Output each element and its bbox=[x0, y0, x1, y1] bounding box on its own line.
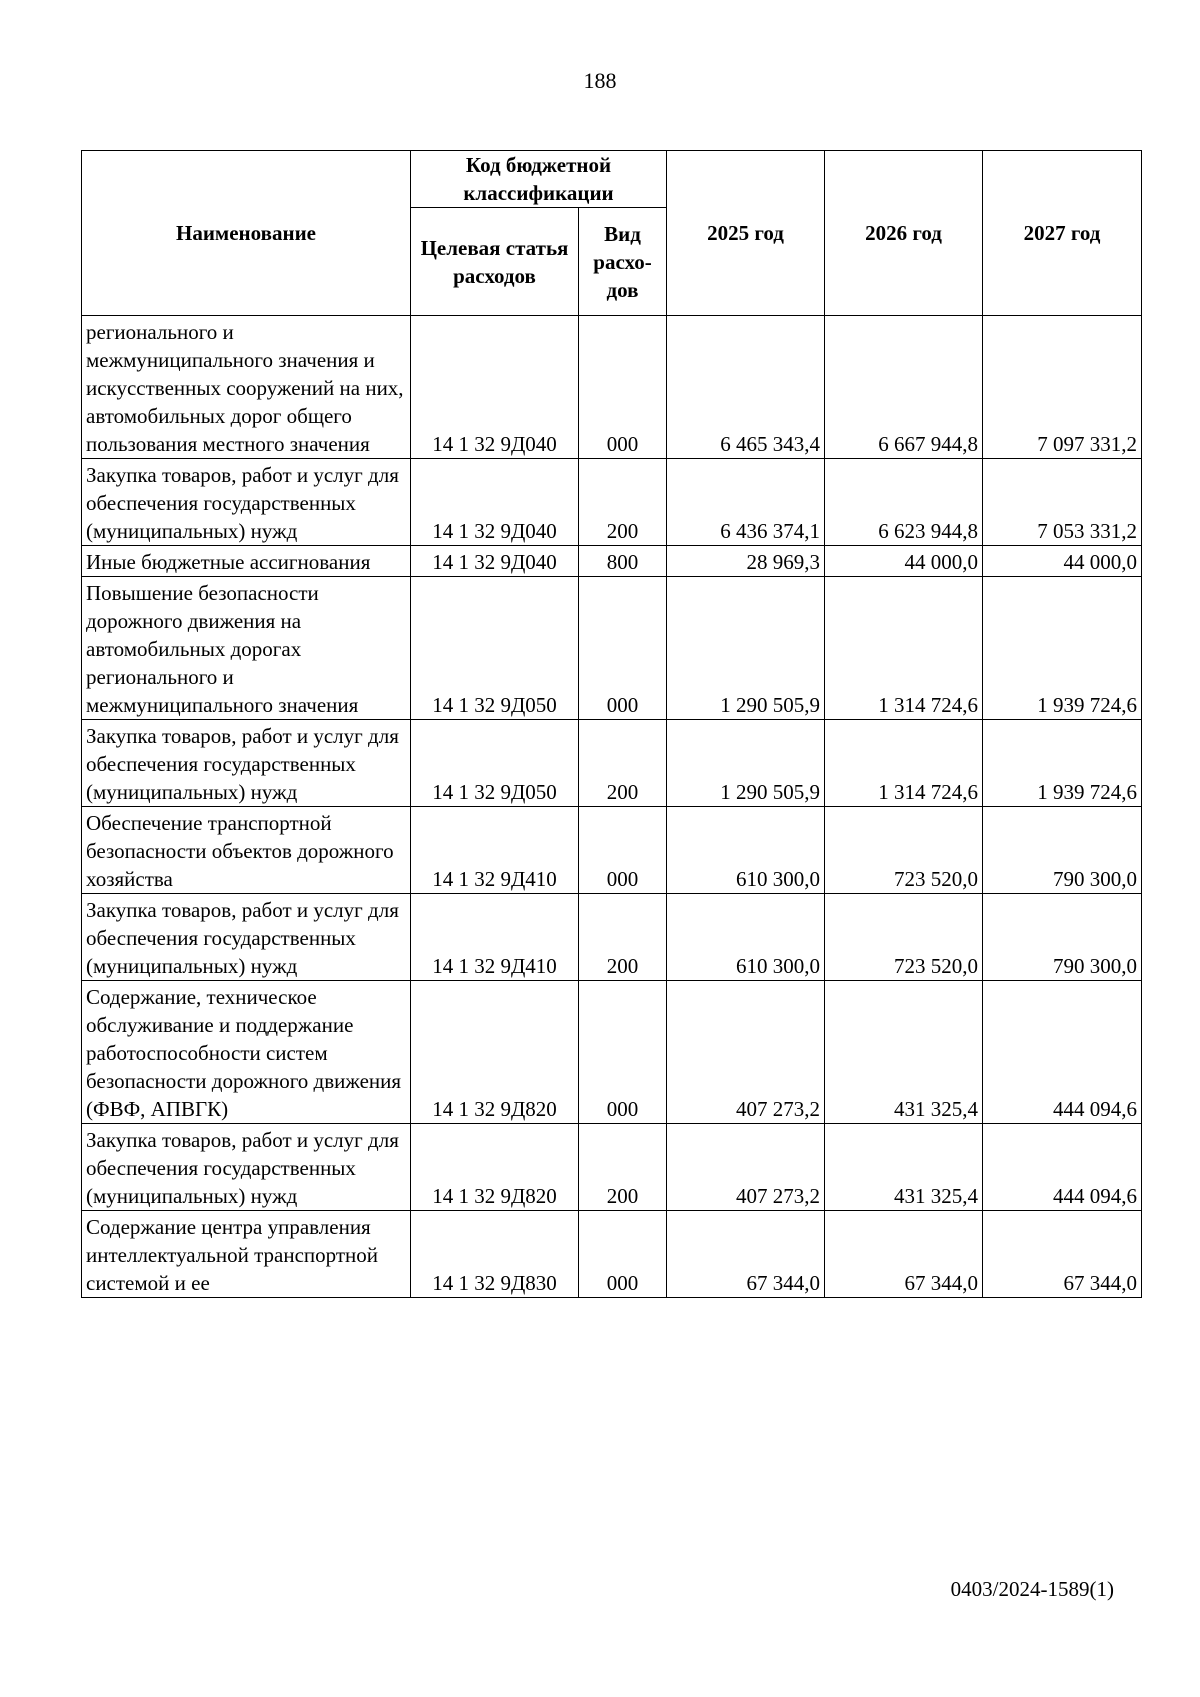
row-target-item: 14 1 32 9Д410 bbox=[411, 807, 579, 894]
table-row bbox=[82, 807, 1142, 894]
row-expense-type: 200 bbox=[579, 720, 667, 807]
row-amount-2025: 28 969,3 bbox=[667, 546, 825, 577]
row-name: Закупка товаров, работ и услуг для обеспечения государственных (муниципальных) нужд bbox=[82, 1124, 411, 1211]
row-amount-2025: 67 344,0 bbox=[667, 1211, 825, 1298]
row-amount-2026: 431 325,4 bbox=[825, 981, 983, 1124]
header-budget-code: Код бюджетной классификации bbox=[411, 151, 667, 208]
row-amount-2026: 723 520,0 bbox=[825, 807, 983, 894]
row-name: регионального и межмуниципального значения и искусственных сооружений на них, автомобильных дорог общего пользования местного значения bbox=[82, 316, 411, 459]
row-amount-2026: 6 623 944,8 bbox=[825, 459, 983, 546]
row-amount-2027: 7 053 331,2 bbox=[983, 459, 1142, 546]
row-amount-2025: 6 436 374,1 bbox=[667, 459, 825, 546]
row-amount-2027: 44 000,0 bbox=[983, 546, 1142, 577]
row-target-item: 14 1 32 9Д040 bbox=[411, 546, 579, 577]
row-name: Закупка товаров, работ и услуг для обеспечения государственных (муниципальных) нужд bbox=[82, 894, 411, 981]
row-name: Повышение безопасности дорожного движения на автомобильных дорогах регионального и межмуниципального значения bbox=[82, 577, 411, 720]
row-amount-2026: 1 314 724,6 bbox=[825, 577, 983, 720]
row-amount-2025: 407 273,2 bbox=[667, 1124, 825, 1211]
row-expense-type: 000 bbox=[579, 316, 667, 459]
row-amount-2027: 444 094,6 bbox=[983, 1124, 1142, 1211]
table-header bbox=[82, 151, 1142, 316]
table-row bbox=[82, 546, 1142, 577]
row-amount-2026: 44 000,0 bbox=[825, 546, 983, 577]
row-amount-2025: 1 290 505,9 bbox=[667, 720, 825, 807]
table-body bbox=[82, 316, 1142, 1298]
row-target-item: 14 1 32 9Д820 bbox=[411, 1124, 579, 1211]
header-year-2025: 2025 год bbox=[667, 151, 825, 316]
row-amount-2025: 1 290 505,9 bbox=[667, 577, 825, 720]
table-row bbox=[82, 1124, 1142, 1211]
row-amount-2027: 790 300,0 bbox=[983, 894, 1142, 981]
row-amount-2027: 1 939 724,6 bbox=[983, 720, 1142, 807]
table-row bbox=[82, 459, 1142, 546]
table-row bbox=[82, 894, 1142, 981]
row-amount-2027: 790 300,0 bbox=[983, 807, 1142, 894]
row-amount-2027: 7 097 331,2 bbox=[983, 316, 1142, 459]
row-amount-2026: 67 344,0 bbox=[825, 1211, 983, 1298]
row-amount-2025: 610 300,0 bbox=[667, 807, 825, 894]
row-name: Закупка товаров, работ и услуг для обеспечения государственных (муниципальных) нужд bbox=[82, 720, 411, 807]
row-amount-2026: 431 325,4 bbox=[825, 1124, 983, 1211]
row-name: Обеспечение транспортной безопасности объектов дорожного хозяйства bbox=[82, 807, 411, 894]
table-row bbox=[82, 316, 1142, 459]
document-code: 0403/2024-1589(1) bbox=[950, 1577, 1114, 1601]
header-expense-type: Вид расхо-дов bbox=[579, 208, 667, 316]
row-amount-2027: 444 094,6 bbox=[983, 981, 1142, 1124]
row-amount-2025: 610 300,0 bbox=[667, 894, 825, 981]
row-expense-type: 800 bbox=[579, 546, 667, 577]
row-expense-type: 000 bbox=[579, 1211, 667, 1298]
row-expense-type: 000 bbox=[579, 577, 667, 720]
row-amount-2026: 723 520,0 bbox=[825, 894, 983, 981]
header-target-item: Целевая статья расходов bbox=[411, 208, 579, 316]
row-expense-type: 200 bbox=[579, 894, 667, 981]
row-amount-2026: 6 667 944,8 bbox=[825, 316, 983, 459]
row-amount-2026: 1 314 724,6 bbox=[825, 720, 983, 807]
row-expense-type: 200 bbox=[579, 1124, 667, 1211]
row-target-item: 14 1 32 9Д050 bbox=[411, 577, 579, 720]
row-amount-2025: 407 273,2 bbox=[667, 981, 825, 1124]
page-number: 188 bbox=[583, 68, 617, 93]
row-expense-type: 200 bbox=[579, 459, 667, 546]
row-target-item: 14 1 32 9Д040 bbox=[411, 316, 579, 459]
header-year-2027: 2027 год bbox=[983, 151, 1142, 316]
row-target-item: 14 1 32 9Д830 bbox=[411, 1211, 579, 1298]
budget-table bbox=[81, 150, 1142, 1298]
row-expense-type: 000 bbox=[579, 807, 667, 894]
row-name: Содержание центра управления интеллектуальной транспортной системой и ее bbox=[82, 1211, 411, 1298]
row-target-item: 14 1 32 9Д820 bbox=[411, 981, 579, 1124]
row-target-item: 14 1 32 9Д050 bbox=[411, 720, 579, 807]
row-name: Иные бюджетные ассигнования bbox=[82, 546, 411, 577]
table-row bbox=[82, 720, 1142, 807]
header-name: Наименование bbox=[82, 151, 411, 316]
row-target-item: 14 1 32 9Д410 bbox=[411, 894, 579, 981]
row-amount-2025: 6 465 343,4 bbox=[667, 316, 825, 459]
row-amount-2027: 1 939 724,6 bbox=[983, 577, 1142, 720]
row-amount-2027: 67 344,0 bbox=[983, 1211, 1142, 1298]
row-name: Закупка товаров, работ и услуг для обеспечения государственных (муниципальных) нужд bbox=[82, 459, 411, 546]
row-expense-type: 000 bbox=[579, 981, 667, 1124]
header-year-2026: 2026 год bbox=[825, 151, 983, 316]
row-name: Содержание, техническое обслуживание и поддержание работоспособности систем безопасности дорожного движения (ФВФ, АПВГК) bbox=[82, 981, 411, 1124]
table-row bbox=[82, 981, 1142, 1124]
row-target-item: 14 1 32 9Д040 bbox=[411, 459, 579, 546]
table-row bbox=[82, 1211, 1142, 1298]
table-row bbox=[82, 577, 1142, 720]
